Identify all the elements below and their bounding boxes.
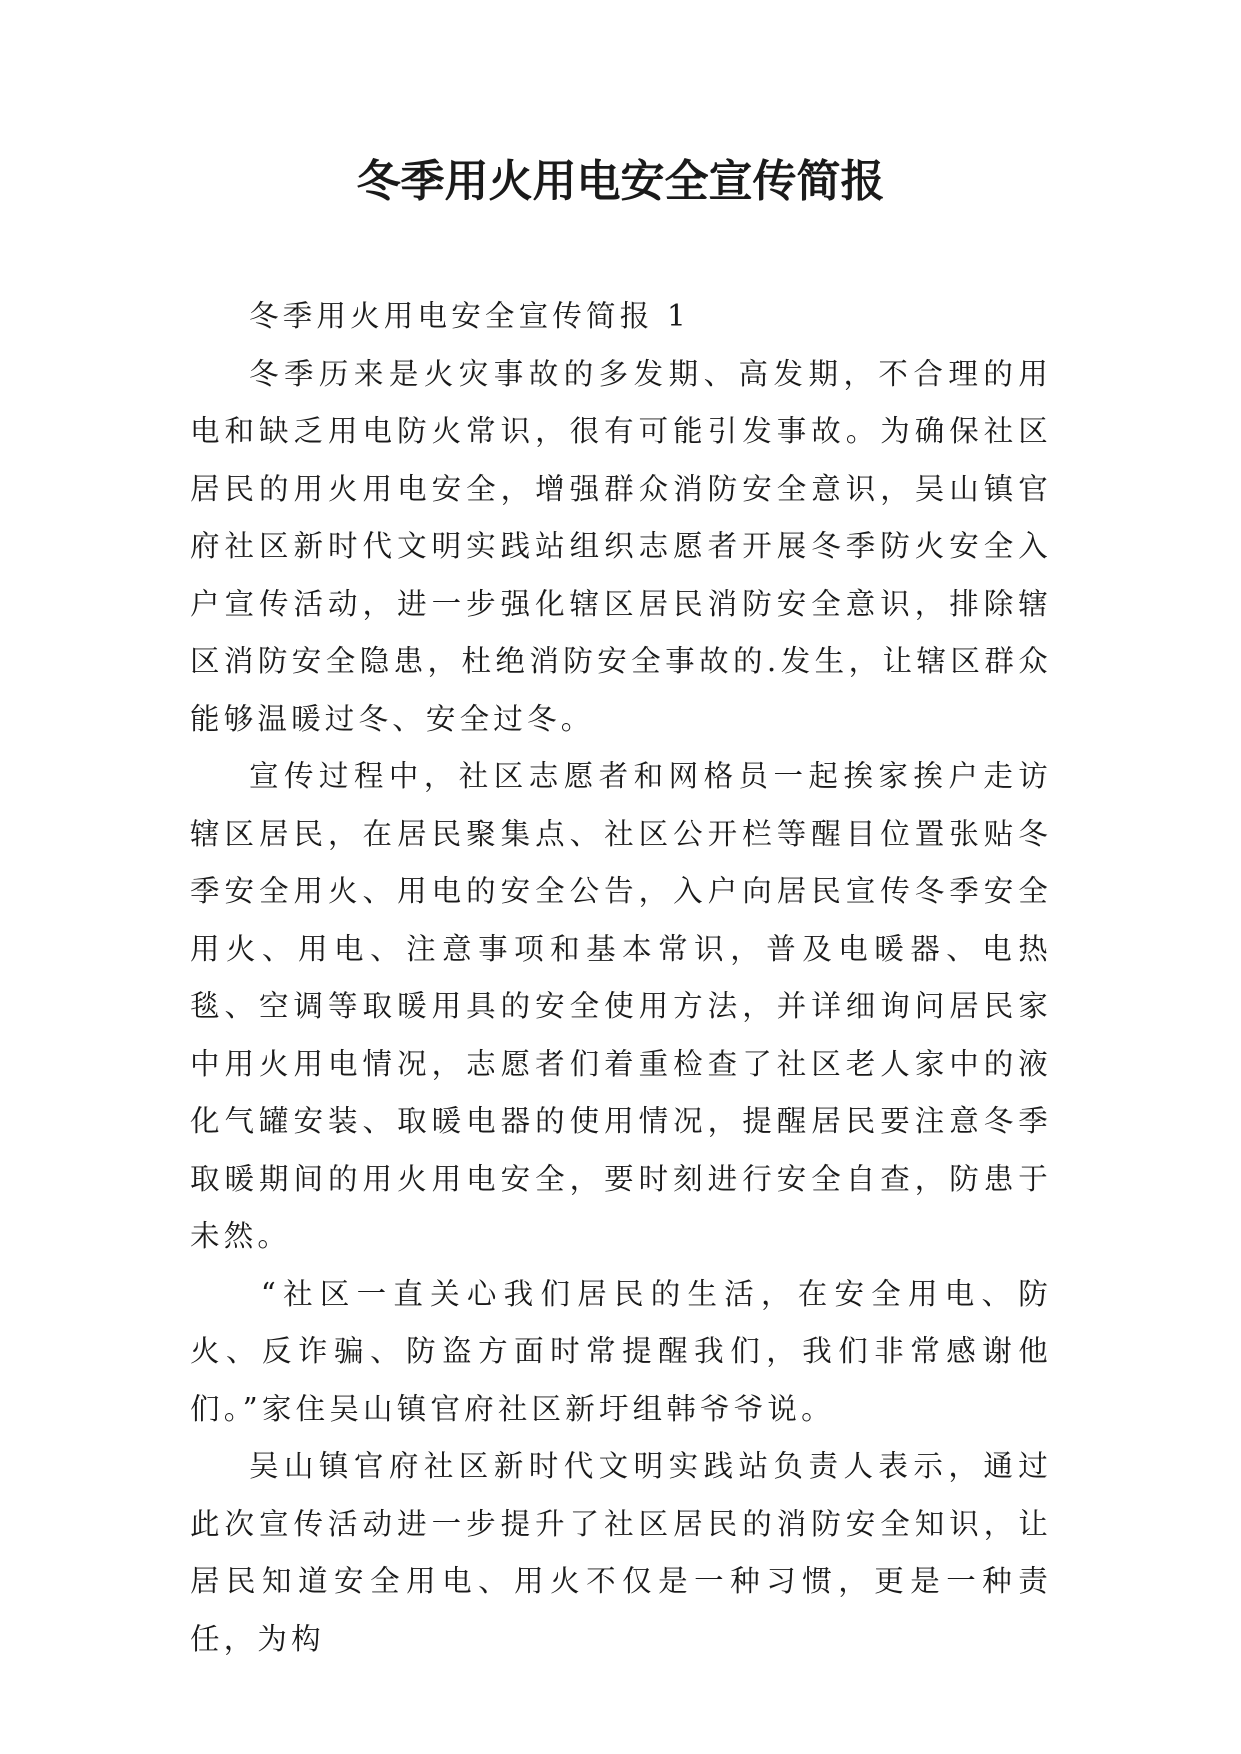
document-title: 冬季用火用电安全宣传简报 — [356, 156, 885, 207]
document-body — [190, 288, 1052, 1668]
paragraph-process: 宣传过程中，社区志愿者和网格员一起挨家挨户走访辖区居民，在居民聚集点、社区公开栏等醒目位置张贴冬季安全用火、用电的安全公告，入户向居民宣传冬季安全用火、用电、注意事项和基本常识，普及电暖器、电热毯、空调等取暖用具的安全使用方法，并详细询问居民家中用火用电情况，志愿者们着重检查了社区老人家中的液化气罐安装、取暖电器的使用情况，提醒居民要注意冬季取暖期间的用火用电安全，要时刻进行安全自查，防患于未然。 — [190, 759, 1052, 1253]
paragraph-quote: “社区一直关心我们居民的生活，在安全用电、防火、反诈骗、防盗方面时常提醒我们，我们非常感谢他们。”家住吴山镇官府社区新圩组韩爷爷说。 — [190, 1276, 1052, 1426]
paragraph-intro: 冬季历来是火灾事故的多发期、高发期，不合理的用电和缺乏用电防火常识，很有可能引发事故。为确保社区居民的用火用电安全，增强群众消防安全意识，吴山镇官府社区新时代文明实践站组织志愿者开展冬季防火安全入户宣传活动，进一步强化辖区居民消防安全意识，排除辖区消防安全隐患，杜绝消防安全事故的.发生，让辖区群众能够温暖过冬、安全过冬。 — [190, 356, 1052, 736]
paragraph-summary: 吴山镇官府社区新时代文明实践站负责人表示，通过此次宣传活动进一步提升了社区居民的消防安全知识，让居民知道安全用电、用火不仅是一种习惯，更是一种责任，为构 — [190, 1449, 1052, 1656]
document-subheading: 冬季用火用电安全宣传简报 1 — [249, 299, 690, 333]
